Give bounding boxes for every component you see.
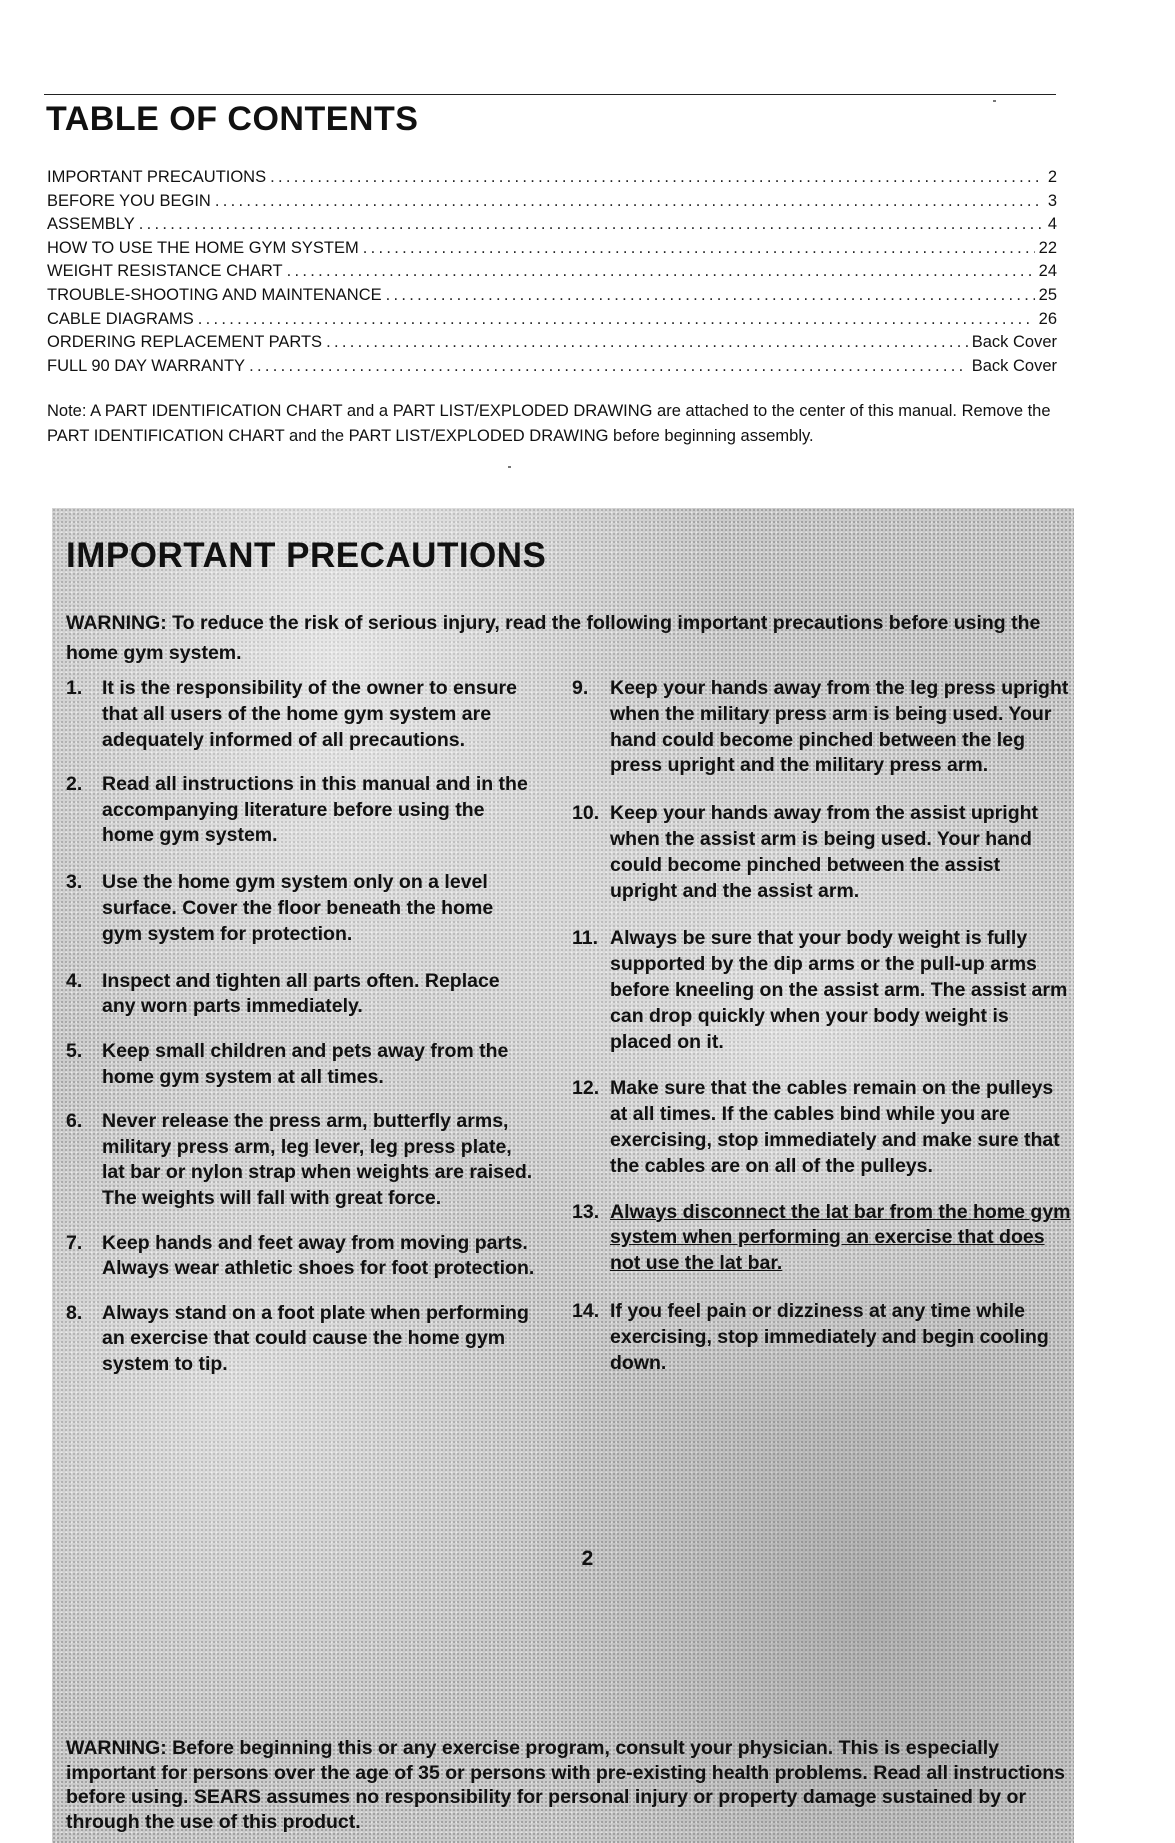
precaution-text: Keep your hands away from the leg press upright when the military press arm is being used. Your hand could become pinched between the leg press upright and the military press arm. <box>610 677 1069 777</box>
toc-entry-label: IMPORTANT PRECAUTIONS <box>47 168 267 186</box>
toc-entry-label: ASSEMBLY <box>47 215 135 234</box>
precaution-number: 1. <box>66 677 83 699</box>
precaution-text: Inspect and tighten all parts often. Replace any worn parts immediately. <box>102 969 500 1018</box>
precaution-number: 6. <box>66 1109 83 1132</box>
precaution-item <box>66 1301 536 1378</box>
precaution-number: 9. <box>572 677 589 699</box>
toc-entry-label: CABLE DIAGRAMS <box>47 309 194 328</box>
toc-leader-dots <box>363 237 1035 261</box>
precaution-number: 2. <box>66 772 83 795</box>
precaution-number: 7. <box>66 1231 83 1254</box>
toc-entry-page: 2 <box>1047 168 1057 186</box>
precautions-box <box>52 508 1074 1843</box>
precaution-text: Always disconnect the lat bar from the home gym system when performing an exercise that does not use the lat bar. <box>610 1200 1071 1275</box>
toc-entry <box>47 308 1057 332</box>
precaution-item <box>572 1200 1072 1277</box>
toc-leader-dots <box>386 284 1035 308</box>
precaution-text: Keep your hands away from the assist upright when the assist arm is being used. Your hand could become pinched between the assist upright and the assist arm. <box>610 802 1039 902</box>
toc-entry-label: ORDERING REPLACEMENT PARTS <box>47 333 323 352</box>
precaution-item <box>66 772 536 849</box>
precautions-title: IMPORTANT PRECAUTIONS <box>66 536 547 575</box>
precaution-number: 8. <box>66 1301 83 1324</box>
precaution-number: 3. <box>66 871 83 894</box>
toc-entry-page: 26 <box>1038 309 1057 328</box>
precaution-item <box>66 1039 536 1091</box>
precaution-item <box>572 1299 1072 1376</box>
toc-entry-page: Back Cover <box>971 333 1057 352</box>
warning-bottom: WARNING: Before beginning this or any exercise program, consult your physician. This is especially important for persons over the age of 35 or persons with pre-existing health problems. Read all instructions before using. SEARS assumes no responsibility for personal injury or property damage sustained by or through the use of this product. <box>66 1737 1066 1833</box>
page-number: 2 <box>581 1547 594 1570</box>
precaution-item <box>66 1109 536 1212</box>
toc-leader-dots <box>326 331 968 355</box>
precautions-left-column <box>66 676 536 1397</box>
toc-entry <box>47 237 1057 261</box>
precaution-number: 11. <box>572 927 599 950</box>
precaution-text: Always stand on a foot plate when performing an exercise that could cause the home gym system to tip. <box>102 1301 529 1376</box>
assembly-note: Note: A PART IDENTIFICATION CHART and a PART LIST/EXPLODED DRAWING are attached to the center of this manual. Remove the PART IDENTIFICATION CHART and the PART LIST/EXPLODED DRAWING before beginning assembly. <box>47 402 1051 445</box>
toc-entry-page: 24 <box>1038 262 1057 281</box>
toc-entry <box>47 331 1057 355</box>
toc-entry-page: Back Cover <box>971 356 1057 375</box>
toc-title: TABLE OF CONTENTS <box>46 100 419 138</box>
precaution-item <box>66 676 536 753</box>
toc-leader-dots <box>198 308 1035 332</box>
toc-entry-page: 22 <box>1038 238 1057 257</box>
toc-entry-label: WEIGHT RESISTANCE CHART <box>47 262 283 281</box>
toc-entry-label: FULL 90 DAY WARRANTY <box>47 356 246 375</box>
precaution-number: 5. <box>66 1039 83 1062</box>
scan-speck <box>508 466 511 468</box>
toc-entry-page: 25 <box>1038 285 1057 304</box>
scan-speck <box>993 100 996 102</box>
toc-entry-label: HOW TO USE THE HOME GYM SYSTEM <box>47 238 359 257</box>
warning-top: WARNING: To reduce the risk of serious injury, read the following important precautions before using the home gym system. <box>66 612 1041 664</box>
toc-leader-dots <box>270 166 1044 190</box>
precaution-item <box>572 676 1072 779</box>
precaution-item <box>66 1231 536 1283</box>
toc-entry-label: TROUBLE-SHOOTING AND MAINTENANCE <box>47 285 382 304</box>
toc-entry <box>47 284 1057 308</box>
precaution-text: Keep small children and pets away from the home gym system at all times. <box>102 1039 509 1088</box>
precaution-text: Read all instructions in this manual and in the accompanying literature before using the home gym system. <box>102 772 528 847</box>
precaution-item <box>572 801 1072 904</box>
toc-leader-dots <box>139 213 1044 237</box>
precaution-text: Make sure that the cables remain on the pulleys at all times. If the cables bind while you are exercising, stop immediately and make sure that the cables are on all of the pulleys. <box>610 1077 1060 1177</box>
precaution-text: It is the responsibility of the owner to ensure that all users of the home gym system are adequately informed of all precautions. <box>102 677 517 751</box>
precaution-text: If you feel pain or dizziness at any time while exercising, stop immediately and begin cooling down. <box>610 1299 1049 1374</box>
toc-entry <box>47 190 1057 214</box>
precaution-number: 10. <box>572 802 600 825</box>
toc-entry-label: BEFORE YOU BEGIN <box>47 191 211 210</box>
precaution-number: 13. <box>572 1200 600 1223</box>
precaution-number: 12. <box>572 1077 600 1100</box>
precaution-item <box>572 926 1072 1055</box>
precaution-text: Keep hands and feet away from moving parts. Always wear athletic shoes for foot protection. <box>102 1231 535 1280</box>
precaution-item <box>66 870 536 947</box>
precautions-right-column <box>572 676 1072 1395</box>
toc-entry <box>47 213 1057 237</box>
toc-leader-dots <box>249 355 968 379</box>
precaution-item <box>66 969 536 1021</box>
toc-entry <box>47 355 1057 379</box>
toc-entry <box>47 166 1057 190</box>
precaution-item <box>572 1076 1072 1179</box>
toc-leader-dots <box>287 260 1035 284</box>
precaution-text: Use the home gym system only on a level surface. Cover the floor beneath the home gym system for protection. <box>102 871 494 945</box>
precaution-number: 4. <box>66 969 83 992</box>
precaution-number: 14. <box>572 1299 600 1322</box>
toc-entry <box>47 260 1057 284</box>
table-of-contents <box>47 166 1057 378</box>
precaution-text: Never release the press arm, butterfly arms, military press arm, leg lever, leg press plate, lat bar or nylon strap when weights are raised. The weights will fall with great force. <box>102 1109 533 1210</box>
toc-entry-page: 4 <box>1047 215 1057 234</box>
toc-entry-page: 3 <box>1047 191 1057 210</box>
toc-leader-dots <box>215 190 1044 214</box>
top-rule <box>44 94 1056 95</box>
precaution-text: Always be sure that your body weight is fully supported by the dip arms or the pull-up arms before kneeling on the assist arm. The assist arm can drop quickly when your body weight is placed on it. <box>610 927 1068 1053</box>
